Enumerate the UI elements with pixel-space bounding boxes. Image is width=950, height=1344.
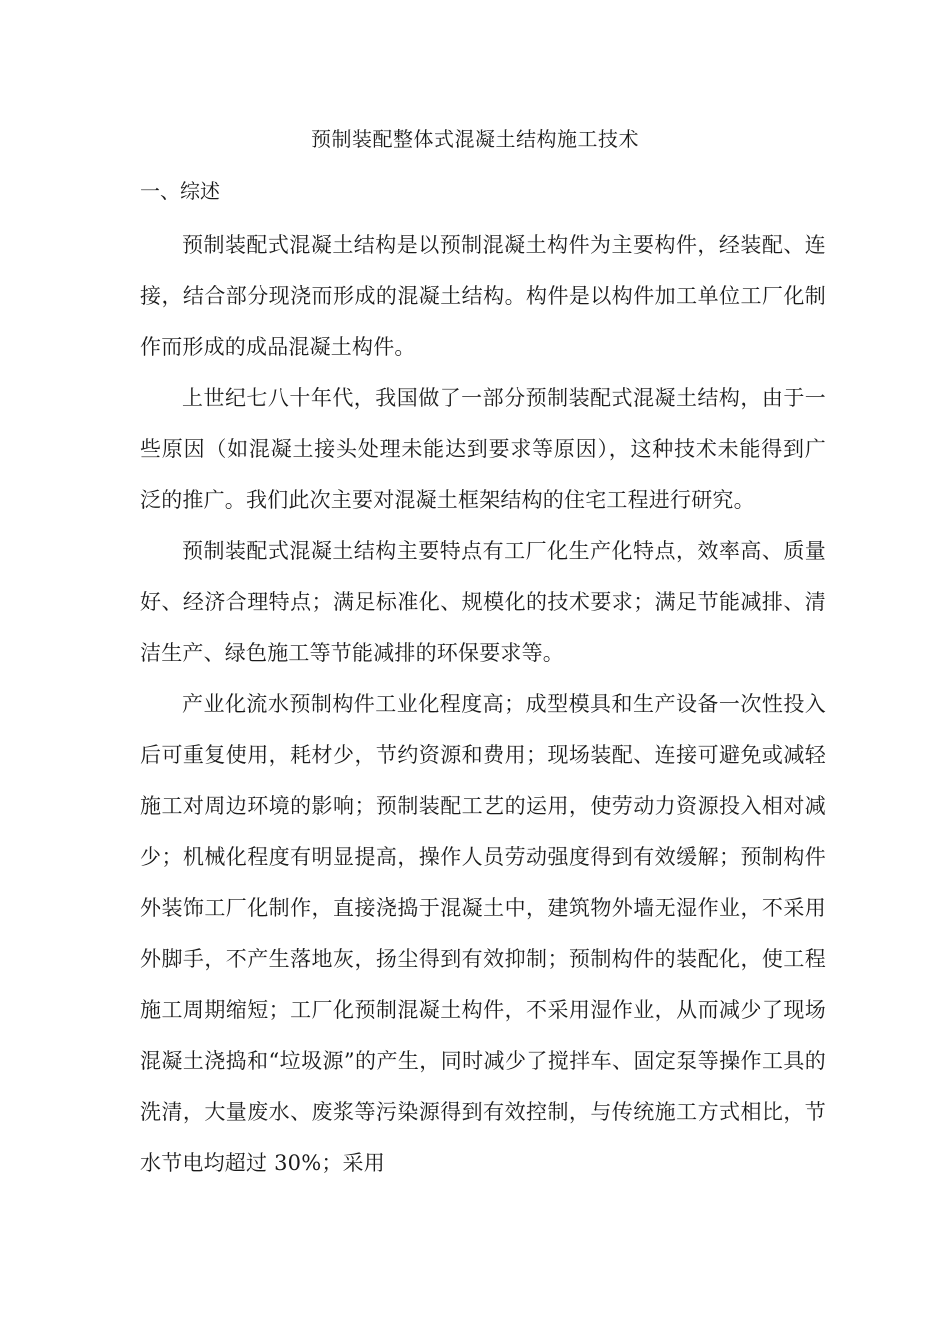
paragraph: 预制装配式混凝土结构是以预制混凝土构件为主要构件，经装配、连接，结合部分现浇而形成的混凝土结构。构件是以构件加工单位工厂化制作而形成的成品混凝土构件。 xyxy=(140,233,826,359)
paragraph: 预制装配式混凝土结构主要特点有工厂化生产化特点，效率高、质量好、经济合理特点；满足标准化、规模化的技术要求；满足节能减排、清洁生产、绿色施工等节能减排的环保要求等。 xyxy=(140,539,826,665)
paragraph: 产业化流水预制构件工业化程度高；成型模具和生产设备一次性投入后可重复使用，耗材少，节约资源和费用；现场装配、连接可避免或减轻施工对周边环境的影响；预制装配工艺的运用，使劳动力资源投入相对减少；机械化程度有明显提高，操作人员劳动强度得到有效缓解；预制构件外装饰工厂化制作，直接浇捣于混凝土中，建筑物外墙无湿作业，不采用外脚手，不产生落地灰，扬尘得到有效抑制；预制构件的装配化，使工程施工周期缩短；工厂化预制混凝土构件，不采用湿作业，从而减少了现场混凝土浇捣和“垃圾源”的产生，同时减少了搅拌车、固定泵等操作工具的洗清，大量废水、废浆等污染源得到有效控制，与传统施工方式相比，节水节电均超过 30%；采用 xyxy=(140,692,826,1175)
document-body xyxy=(140,220,826,1189)
paragraph: 上世纪七八十年代，我国做了一部分预制装配式混凝土结构，由于一些原因（如混凝土接头处理未能达到要求等原因），这种技术未能得到广泛的推广。我们此次主要对混凝土框架结构的住宅工程进行研究。 xyxy=(140,386,826,512)
section-heading: 一、综述 xyxy=(140,179,220,203)
document-title: 预制装配整体式混凝土结构施工技术 xyxy=(311,127,639,151)
